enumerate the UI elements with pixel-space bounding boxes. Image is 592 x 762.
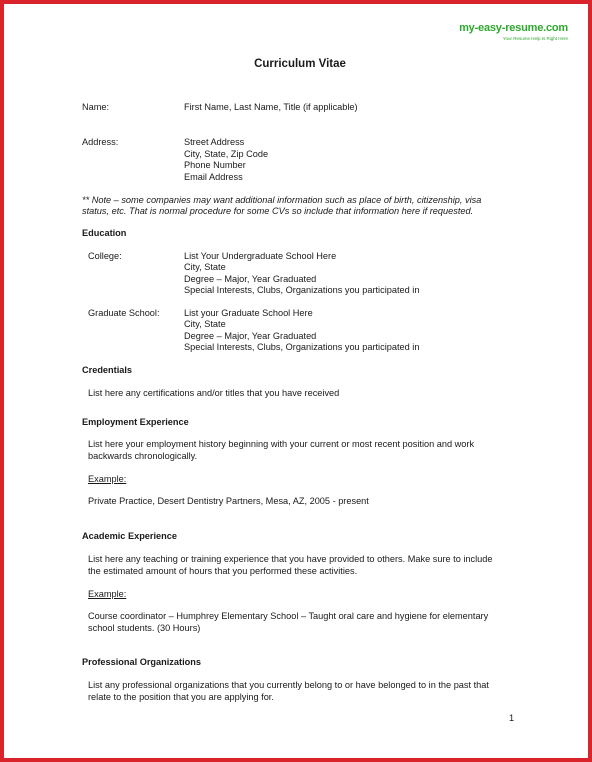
address-line: Street Address [184,137,245,147]
address-line: Phone Number [184,160,246,170]
college-line: List Your Undergraduate School Here [184,251,337,261]
professional-line: List any professional organizations that you currently belong to or have belonged to in the past that [88,680,489,690]
grad-school-line: City, State [184,319,226,329]
grad-school-line: Degree – Major, Year Graduated [184,331,317,341]
employment-example-text: Private Practice, Desert Dentistry Partners, Mesa, AZ, 2005 - present [88,496,369,506]
academic-line: List here any teaching or training experience that you have provided to others. Make sure to include [88,554,493,564]
site-logo[interactable] [459,22,568,41]
address-line: City, State, Zip Code [184,149,269,159]
grad-school-label: Graduate School: [88,308,160,318]
academic-heading: Academic Experience [82,531,177,541]
academic-example-label: Example: [88,589,127,599]
academic-example-line: Course coordinator – Humphrey Elementary School – Taught oral care and hygiene for elementary [88,611,489,621]
education-heading: Education [82,228,127,238]
page-number: 1 [509,713,515,723]
employment-line: backwards chronologically. [88,451,198,461]
employment-heading: Employment Experience [82,417,189,427]
college-label: College: [88,251,122,261]
professional-line: relate to the position that you are applying for. [88,692,274,702]
note-line: status, etc. That is normal procedure for some CVs so include that information here if requested. [82,206,474,216]
employment-example-label: Example: [88,474,127,484]
academic-example-line: school students. (30 Hours) [88,623,201,633]
credentials-text: List here any certifications and/or titles that you have received [88,388,340,398]
employment-line: List here your employment history beginning with your current or most recent position and work [88,439,475,449]
grad-school-line: List your Graduate School Here [184,308,313,318]
name-label: Name: [82,102,110,112]
logo-tagline: Your Resume Help Is Right Here [502,36,568,41]
name-value: First Name, Last Name, Title (if applicable) [184,102,358,112]
logo-name: my-easy-resume.com [459,22,568,34]
college-line: Special Interests, Clubs, Organizations you participated in [184,285,420,295]
address-line: Email Address [184,172,243,182]
credentials-heading: Credentials [82,365,133,375]
grad-school-line: Special Interests, Clubs, Organizations you participated in [184,342,420,352]
college-line: City, State [184,262,226,272]
note-line: ** Note – some companies may want additional information such as place of birth, citizenship, visa [82,195,482,205]
professional-heading: Professional Organizations [82,657,201,667]
page-title: Curriculum Vitae [254,58,346,70]
college-line: Degree – Major, Year Graduated [184,274,317,284]
academic-line: the estimated amount of hours that you performed these activities. [88,566,358,576]
address-label: Address: [82,137,119,147]
